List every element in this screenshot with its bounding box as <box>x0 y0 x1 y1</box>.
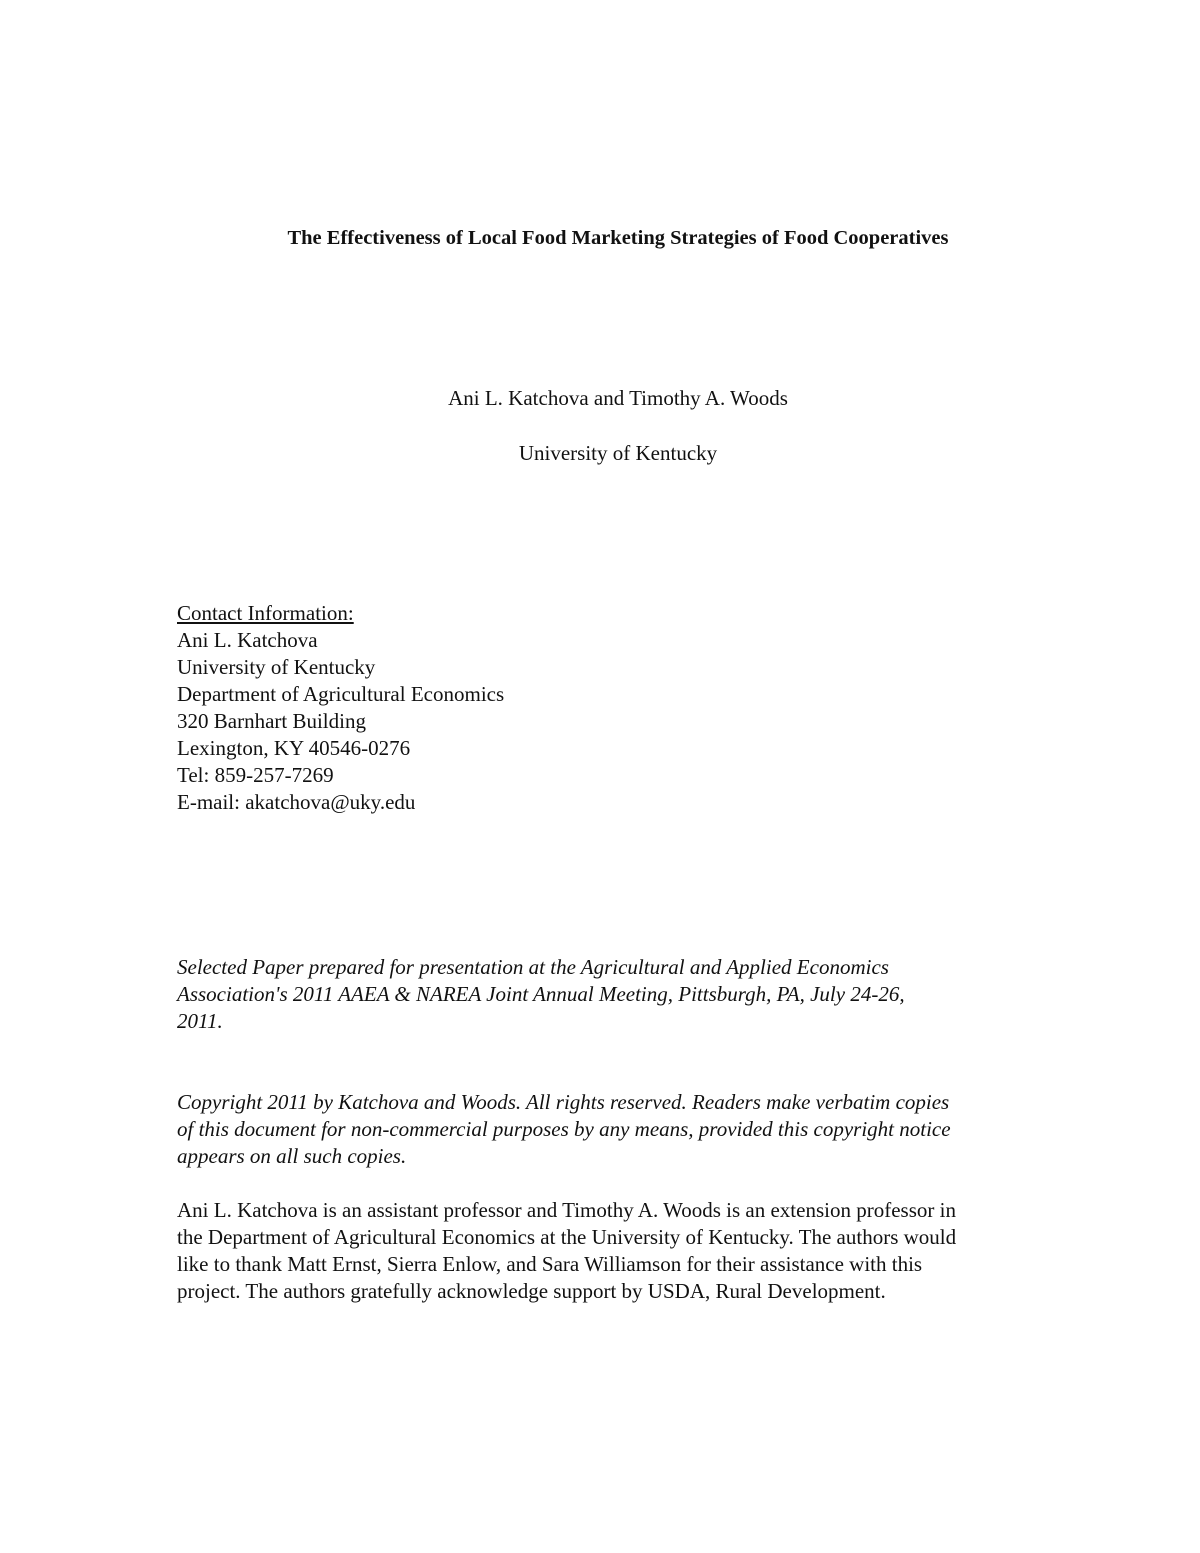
copyright-line: Copyright 2011 by Katchova and Woods. All rights reserved. Readers make verbatim copies <box>177 1090 950 1114</box>
paper-affiliation: University of Kentucky <box>518 441 718 465</box>
contact-name: Ani L. Katchova <box>177 628 318 652</box>
contact-heading: Contact Information: <box>177 601 354 625</box>
acknowledgment-paragraph <box>177 1197 1062 1305</box>
paper-authors: Ani L. Katchova and Timothy A. Woods <box>448 386 788 410</box>
acknowledgment-line: the Department of Agricultural Economics at the University of Kentucky. The authors would <box>177 1225 957 1249</box>
selected-paper-line: Association's 2011 AAEA & NAREA Joint Annual Meeting, Pittsburgh, PA, July 24-26, <box>177 982 905 1006</box>
contact-department: Department of Agricultural Economics <box>177 682 505 706</box>
contact-university: University of Kentucky <box>177 655 376 679</box>
copyright-line: of this document for non-commercial purposes by any means, provided this copyright notice <box>177 1117 951 1141</box>
acknowledgment-line: like to thank Matt Ernst, Sierra Enlow, and Sara Williamson for their assistance with this <box>177 1252 923 1276</box>
selected-paper-line: 2011. <box>177 1009 223 1033</box>
selected-paper-note <box>177 954 1057 1035</box>
paper-title: The Effectiveness of Local Food Marketing Strategies of Food Cooperatives <box>287 227 949 249</box>
acknowledgment-line: project. The authors gratefully acknowledge support by USDA, Rural Development. <box>177 1279 886 1303</box>
contact-city: Lexington, KY 40546-0276 <box>177 736 411 760</box>
contact-tel: Tel: 859-257-7269 <box>177 763 334 787</box>
selected-paper-line: Selected Paper prepared for presentation at the Agricultural and Applied Economics <box>177 955 889 979</box>
contact-building: 320 Barnhart Building <box>177 709 366 733</box>
copyright-notice <box>177 1089 1057 1170</box>
contact-information-block <box>177 600 777 816</box>
contact-email: E-mail: akatchova@uky.edu <box>177 790 416 814</box>
acknowledgment-line: Ani L. Katchova is an assistant professor and Timothy A. Woods is an extension professor in <box>177 1198 956 1222</box>
copyright-line: appears on all such copies. <box>177 1144 407 1168</box>
